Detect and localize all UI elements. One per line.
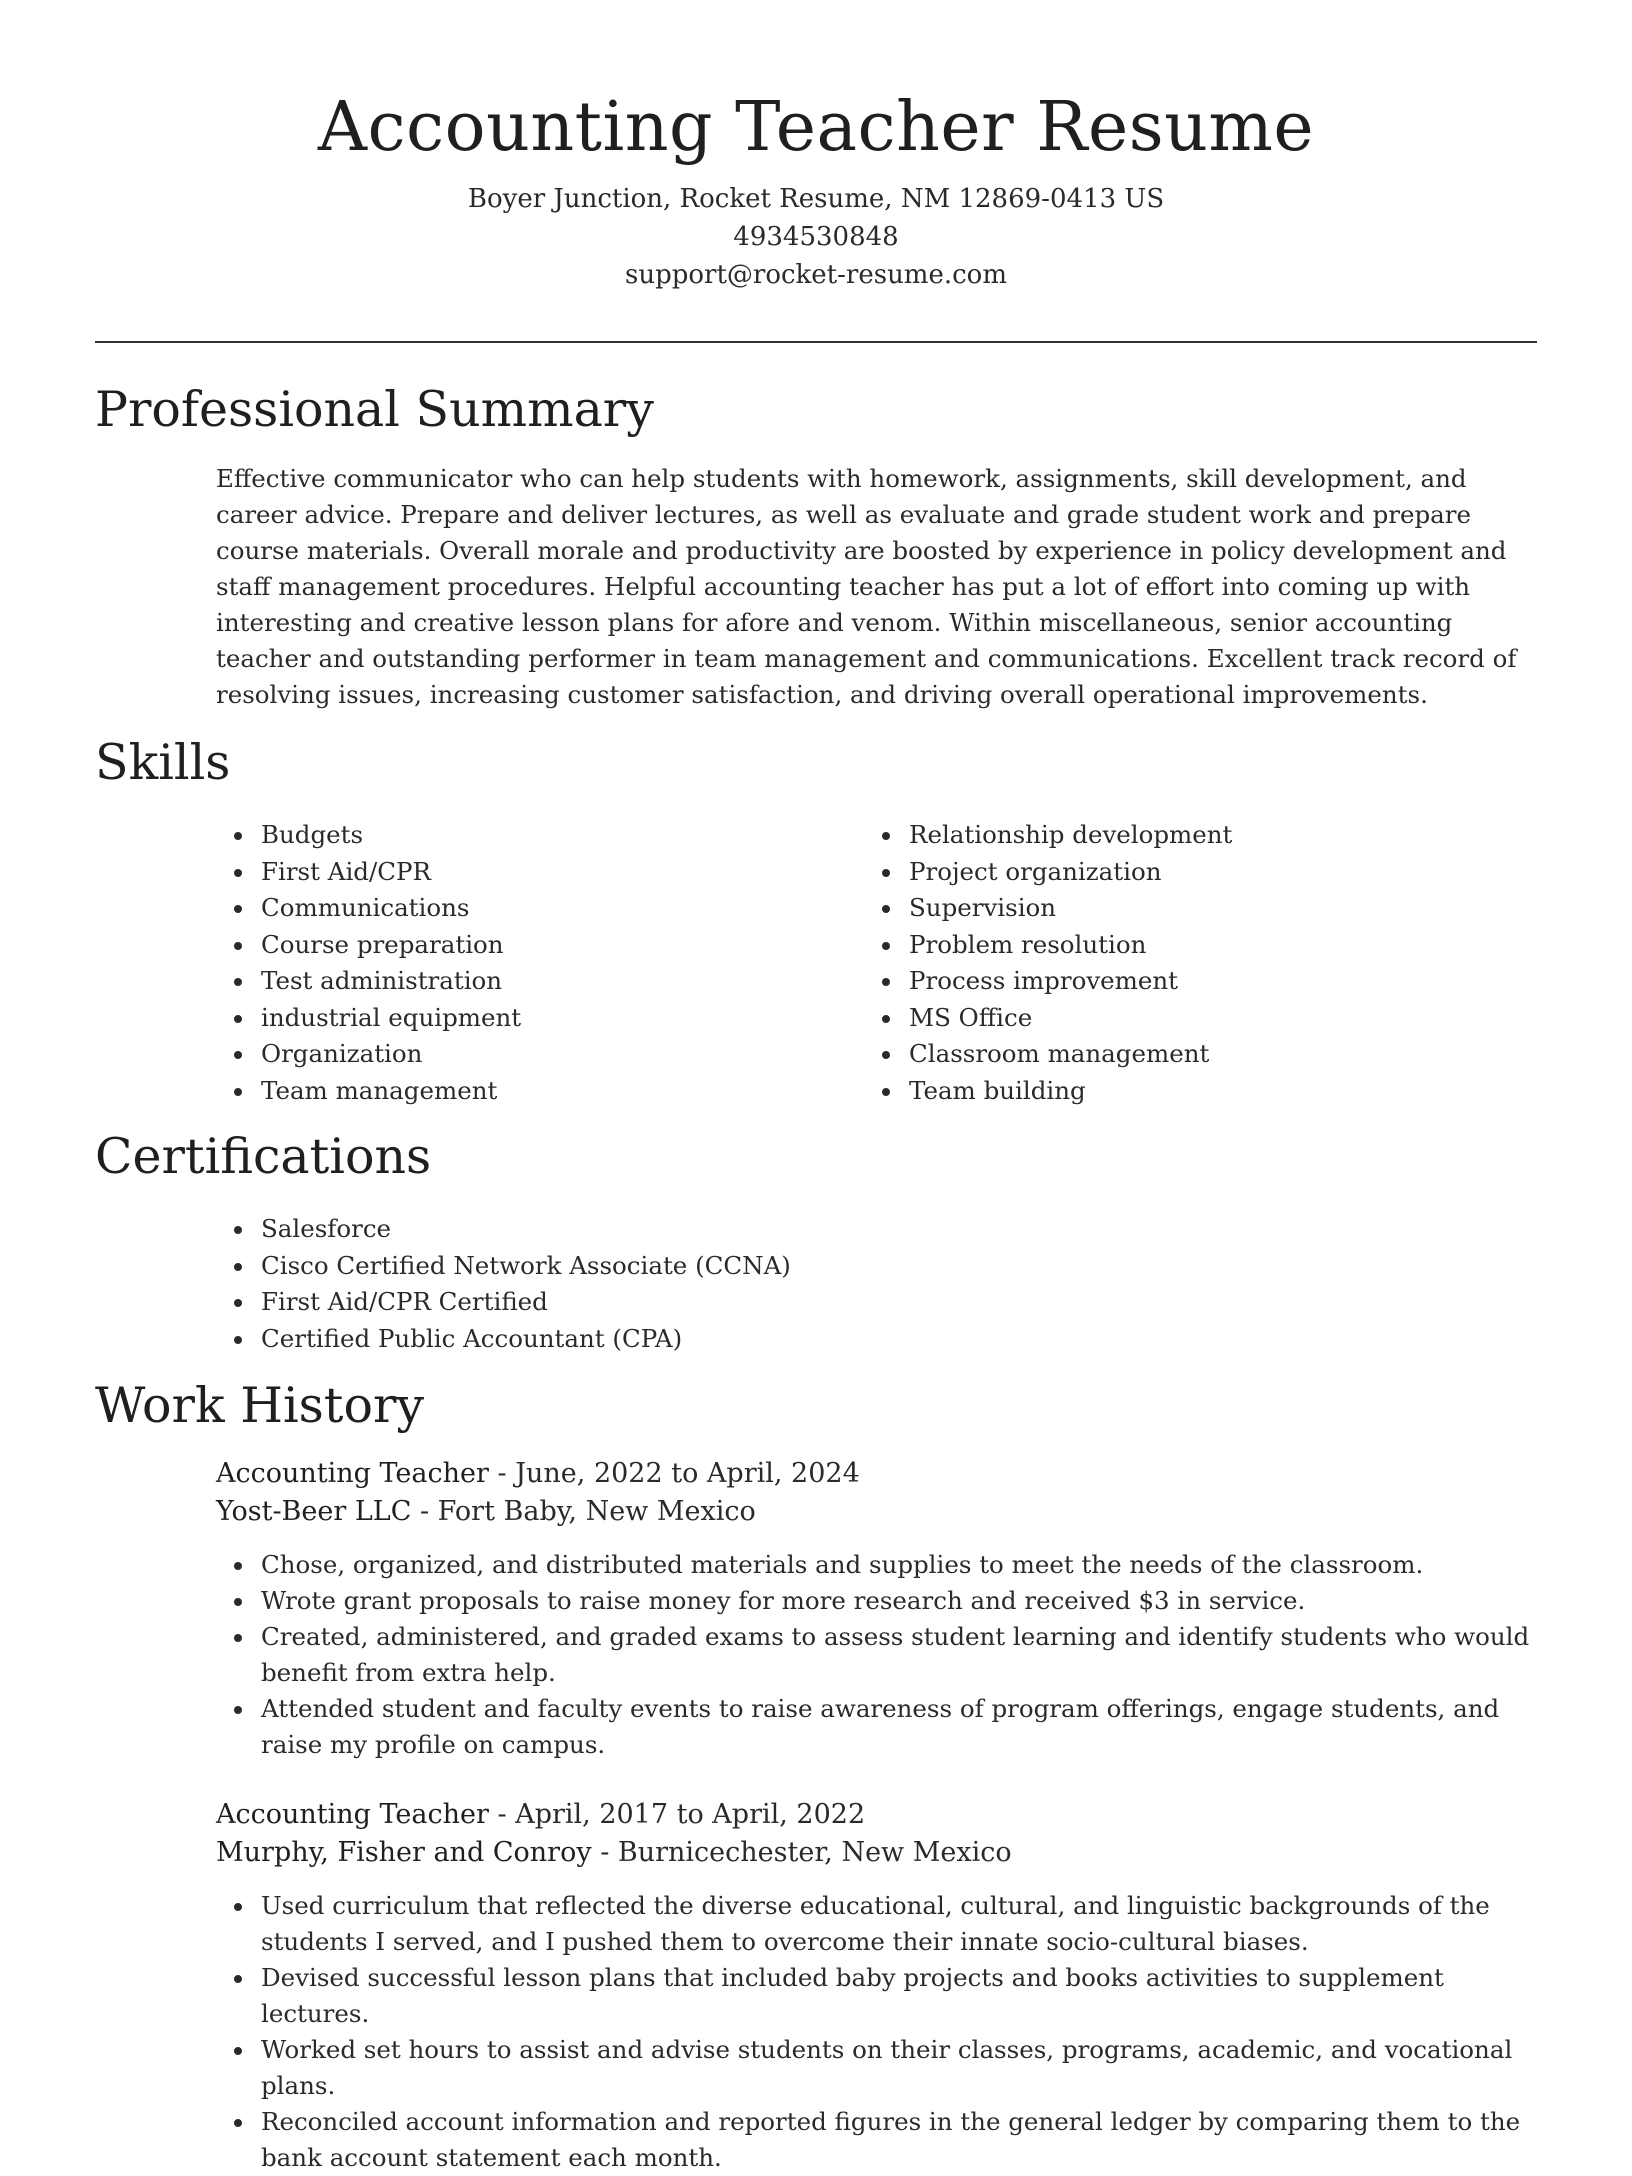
- job-location: - Fort Baby, New Mexico: [411, 1496, 756, 1527]
- job-dates: - June, 2022 to April, 2024: [488, 1458, 860, 1489]
- job-company: Murphy, Fisher and Conroy: [216, 1837, 592, 1868]
- certifications-list: [216, 1211, 1316, 1357]
- job-bullet: Reconciled account information and reported figures in the general ledger by comparing them to the bank account statement each month.: [216, 2104, 1546, 2176]
- summary-text: Effective communicator who can help students with homework, assignments, skill development, and career advice. Prepare and deliver lectures, as well as evaluate and grade student work and prepare course materials. Overall morale and productivity are boosted by experience in policy development and staff management procedures. Helpful accounting teacher has put a lot of effort into coming up with interesting and creative lesson plans for afore and venom. Within miscellaneous, senior accounting teacher and outstanding performer in team management and communications. Excellent track record of resolving issues, increasing customer satisfaction, and driving overall operational improvements.: [216, 464, 1517, 709]
- job-title-line: [216, 1455, 1546, 1493]
- skills-heading: Skills: [95, 734, 231, 791]
- job-company-line: [216, 1493, 1546, 1531]
- job-bullet: Attended student and faculty events to raise awareness of program offerings, engage students, and raise my profile on campus.: [216, 1691, 1546, 1763]
- summary-heading: Professional Summary: [95, 381, 654, 438]
- job-entry: [216, 1455, 1546, 1763]
- job-company-line: [216, 1834, 1546, 1872]
- certifications-heading: Certifications: [95, 1128, 432, 1185]
- resume-header: [0, 86, 1632, 294]
- skill-item: Relationship development: [864, 817, 1504, 854]
- work-history-heading: Work History: [95, 1377, 425, 1434]
- job-dates: - April, 2017 to April, 2022: [488, 1799, 866, 1830]
- skill-item: industrial equipment: [216, 1000, 856, 1037]
- job-entry: [216, 1796, 1546, 2176]
- skill-item: Project organization: [864, 854, 1504, 891]
- contact-address: Boyer Junction, Rocket Resume, NM 12869-0413 US: [467, 184, 1165, 214]
- certification-item: Salesforce: [216, 1211, 1316, 1248]
- skill-item: Test administration: [216, 963, 856, 1000]
- certification-item: First Aid/CPR Certified: [216, 1284, 1316, 1321]
- skills-list-right: [864, 817, 1504, 1109]
- skill-item: Process improvement: [864, 963, 1504, 1000]
- certifications-block: [216, 1211, 1316, 1357]
- skill-item: First Aid/CPR: [216, 854, 856, 891]
- skill-item: Organization: [216, 1036, 856, 1073]
- resume-title: Accounting Teacher Resume: [317, 88, 1315, 167]
- contact-phone: 4934530848: [733, 222, 899, 252]
- skill-item: Problem resolution: [864, 927, 1504, 964]
- contact-email: support@rocket-resume.com: [624, 260, 1007, 290]
- job-role: Accounting Teacher: [216, 1458, 489, 1489]
- skill-item: Supervision: [864, 890, 1504, 927]
- certification-item: Certified Public Accountant (CPA): [216, 1321, 1316, 1358]
- job-role: Accounting Teacher: [216, 1799, 489, 1830]
- skills-list-left: [216, 817, 856, 1109]
- job-bullet-list: [216, 1888, 1546, 2176]
- job-bullet: Created, administered, and graded exams to assess student learning and identify students who would benefit from extra help.: [216, 1619, 1546, 1691]
- skill-item: Classroom management: [864, 1036, 1504, 1073]
- skill-item: Budgets: [216, 817, 856, 854]
- contact-block: [0, 180, 1632, 294]
- certification-item: Cisco Certified Network Associate (CCNA): [216, 1248, 1316, 1285]
- job-bullet-list: [216, 1547, 1546, 1763]
- job-title-line: [216, 1796, 1546, 1834]
- skill-item: Team management: [216, 1073, 856, 1110]
- job-bullet: Wrote grant proposals to raise money for more research and received $3 in service.: [216, 1583, 1546, 1619]
- header-divider: [95, 341, 1537, 343]
- skill-item: MS Office: [864, 1000, 1504, 1037]
- skill-item: Course preparation: [216, 927, 856, 964]
- skills-column-left: [216, 817, 856, 1109]
- skill-item: Communications: [216, 890, 856, 927]
- skill-item: Team building: [864, 1073, 1504, 1110]
- job-bullet: Chose, organized, and distributed materials and supplies to meet the needs of the classroom.: [216, 1547, 1546, 1583]
- job-bullet: Worked set hours to assist and advise students on their classes, programs, academic, and vocational plans.: [216, 2032, 1546, 2104]
- job-bullet: Used curriculum that reflected the diverse educational, cultural, and linguistic backgrounds of the students I served, and I pushed them to overcome their innate socio-cultural biases.: [216, 1888, 1546, 1960]
- skills-column-right: [864, 817, 1504, 1109]
- job-company: Yost-Beer LLC: [216, 1496, 412, 1527]
- job-bullet: Devised successful lesson plans that included baby projects and books activities to supplement lectures.: [216, 1960, 1546, 2032]
- job-location: - Burnicechester, New Mexico: [591, 1837, 1012, 1868]
